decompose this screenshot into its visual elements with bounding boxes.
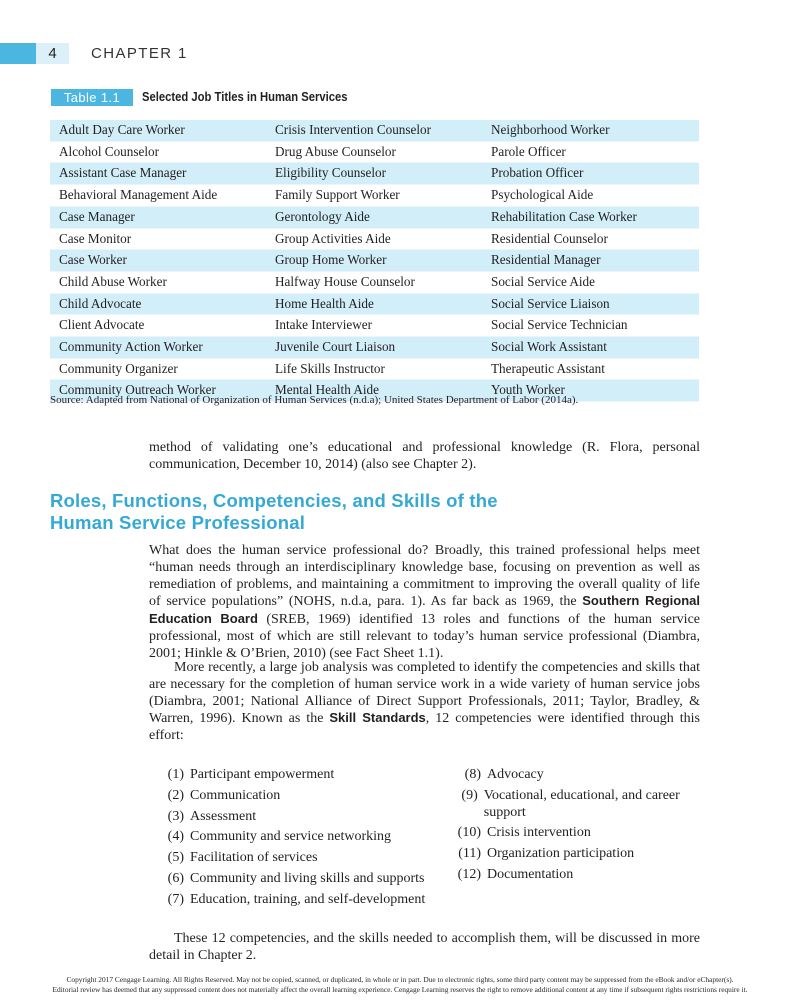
- competency-list-right: [450, 767, 700, 888]
- list-item-text: Assessment: [190, 808, 257, 824]
- section-heading: [50, 490, 498, 534]
- list-item: [450, 867, 700, 884]
- table-row: [50, 358, 699, 380]
- list-item: [450, 788, 700, 822]
- list-item: [158, 892, 425, 909]
- competency-list-left: [158, 767, 425, 913]
- table-cell: Halfway House Counselor: [266, 271, 482, 293]
- list-item-text: Participant empowerment: [190, 767, 335, 782]
- table-cell: Mental Health Aide: [266, 380, 482, 402]
- table-cell: Behavioral Management Aide: [50, 185, 266, 207]
- table-cell: Group Activities Aide: [266, 228, 482, 250]
- table-cell: Psychological Aide: [482, 185, 699, 207]
- table-cell: Home Health Aide: [266, 293, 482, 315]
- table-cell: Adult Day Care Worker: [50, 120, 266, 141]
- job-titles-table: [50, 120, 699, 402]
- table-cell: Residential Manager: [482, 250, 699, 272]
- table-cell: Child Abuse Worker: [50, 271, 266, 293]
- list-item: [158, 850, 425, 867]
- list-item-number: (11): [458, 846, 481, 862]
- paragraph-1: method of validating one’s educational and professional knowledge (R. Flora, personal communication, December 10, 2014) (also see Chapter 2).: [149, 440, 700, 472]
- paragraph-2-text-b: (SREB, 1969) identified 13 roles and functions of the human service professional, most of which are still relevant to today’s human service professional (Diambra, 2001; Hinkle & O’Brien, 2010) (see Fact Sheet 1.1).: [149, 612, 700, 661]
- table-cell: Case Manager: [50, 206, 266, 228]
- list-item-text: Facilitation of services: [190, 850, 318, 866]
- copyright-notice: [0, 975, 800, 994]
- table-cell: Group Home Worker: [266, 250, 482, 272]
- table-row: [50, 271, 699, 293]
- table-row: [50, 250, 699, 272]
- table-row: [50, 315, 699, 337]
- list-item-text: Documentation: [487, 866, 574, 882]
- list-item-number: (6): [167, 870, 184, 886]
- section-heading-line-2: Human Service Professional: [50, 512, 306, 533]
- table-cell: Parole Officer: [482, 141, 699, 163]
- table-row: [50, 141, 699, 163]
- table-row: [50, 185, 699, 207]
- table-cell: Alcohol Counselor: [50, 141, 266, 163]
- table-cell: Case Worker: [50, 250, 266, 272]
- key-term-skill-standards: Skill Standards: [329, 710, 426, 726]
- list-item-number: (1): [167, 767, 184, 782]
- paragraph-2: [149, 543, 700, 663]
- table-cell: Crisis Intervention Counselor: [266, 120, 482, 141]
- list-item-number: (3): [167, 808, 184, 824]
- list-item-number: (8): [464, 767, 481, 782]
- list-item-text: Vocational, educational, and career support: [483, 787, 680, 820]
- list-item-text: Organization participation: [487, 846, 635, 862]
- header-accent-bar: [0, 43, 36, 64]
- table-cell: Probation Officer: [482, 163, 699, 185]
- table-cell: Family Support Worker: [266, 185, 482, 207]
- paragraph-2-text-a: What does the human service professional do? Broadly, this trained professional helps meet “human needs through an interdisciplinary knowledge base, focusing on prevention as well as remediation of problems, and maintaining a commitment to improving the overall quality of life of service populations” (NOHS, n.d.a, para. 1). As far back as 1969, the: [149, 543, 700, 610]
- list-item: [450, 767, 700, 784]
- paragraph-3: [149, 660, 700, 745]
- paragraph-3-text-b: , 12 competencies were identified through this effort:: [149, 711, 700, 744]
- list-item-text: Communication: [190, 787, 281, 803]
- page-number: 4: [36, 43, 69, 64]
- table-cell: Child Advocate: [50, 293, 266, 315]
- section-heading-line-1: Roles, Functions, Competencies, and Skills of the: [50, 490, 498, 511]
- table-row: [50, 120, 699, 141]
- table-row: [50, 293, 699, 315]
- table-source: Source: Adapted from National of Organization of Human Services (n.d.a); United States Department of Labor (2014a).: [50, 394, 579, 406]
- table-title: Selected Job Titles in Human Services: [142, 90, 348, 104]
- table-cell: Community Action Worker: [50, 337, 266, 359]
- table-cell: Neighborhood Worker: [482, 120, 699, 141]
- chapter-label: CHAPTER 1: [91, 45, 188, 62]
- list-item-number: (4): [167, 829, 184, 845]
- list-item-text: Community and service networking: [190, 829, 392, 845]
- list-item-text: Crisis intervention: [487, 825, 591, 841]
- list-item-number: (12): [457, 866, 481, 882]
- list-item: [158, 829, 425, 846]
- table-cell: Community Outreach Worker: [50, 380, 266, 402]
- table-cell: Rehabilitation Case Worker: [482, 206, 699, 228]
- list-item: [450, 825, 700, 842]
- list-item: [158, 767, 425, 784]
- table-cell: Juvenile Court Liaison: [266, 337, 482, 359]
- table-cell: Drug Abuse Counselor: [266, 141, 482, 163]
- list-item: [158, 788, 425, 805]
- table-row: [50, 206, 699, 228]
- table-cell: Life Skills Instructor: [266, 358, 482, 380]
- table-cell: Therapeutic Assistant: [482, 358, 699, 380]
- copyright-line-1: Copyright 2017 Cengage Learning. All Rights Reserved. May not be copied, scanned, or duplicated, in whole or in part. Due to electronic rights, some third party content may be suppressed from the eBook and/or eChapter(s).: [66, 975, 734, 984]
- list-item-number: (9): [461, 787, 478, 803]
- paragraph-3-text-a: More recently, a large job analysis was completed to identify the competencies and skills that are necessary for the completion of human service work in a wide variety of human service jobs (Diambra, 2001; National Alliance of Direct Support Professionals, 2011; Taylor, Bradley, & Warren, 1996). Known as the: [149, 660, 700, 727]
- paragraph-4: These 12 competencies, and the skills needed to accomplish them, will be discussed in more detail in Chapter 2.: [149, 931, 700, 963]
- table-cell: Gerontology Aide: [266, 206, 482, 228]
- table-cell: Eligibility Counselor: [266, 163, 482, 185]
- table-cell: Assistant Case Manager: [50, 163, 266, 185]
- list-item-number: (2): [167, 787, 184, 803]
- list-item: [158, 871, 425, 888]
- list-item-number: (5): [167, 850, 184, 866]
- list-item-text: Advocacy: [487, 767, 544, 782]
- table-cell: Social Service Liaison: [482, 293, 699, 315]
- table-cell: Client Advocate: [50, 315, 266, 337]
- table-cell: Intake Interviewer: [266, 315, 482, 337]
- list-item: [450, 846, 700, 863]
- list-item-number: (10): [457, 825, 481, 841]
- list-item-number: (7): [167, 891, 184, 907]
- table-cell: Social Service Technician: [482, 315, 699, 337]
- table-label: Table 1.1: [51, 89, 133, 106]
- key-term-sreb: Southern Regional Education Board: [149, 593, 700, 627]
- table-row: [50, 163, 699, 185]
- table-row: [50, 337, 699, 359]
- list-item: [158, 809, 425, 826]
- table-cell: Social Service Aide: [482, 271, 699, 293]
- table-cell: Youth Worker: [482, 380, 699, 402]
- table-cell: Case Monitor: [50, 228, 266, 250]
- list-item-text: Education, training, and self-development: [190, 891, 426, 907]
- table-cell: Residential Counselor: [482, 228, 699, 250]
- table-cell: Social Work Assistant: [482, 337, 699, 359]
- table-cell: Community Organizer: [50, 358, 266, 380]
- table-row: [50, 228, 699, 250]
- list-item-text: Community and living skills and supports: [190, 870, 425, 886]
- copyright-line-2: Editorial review has deemed that any suppressed content does not materially affect the overall learning experience. Cengage Learning reserves the right to remove additional content at any time if subsequent rights restrictions require it.: [52, 984, 748, 994]
